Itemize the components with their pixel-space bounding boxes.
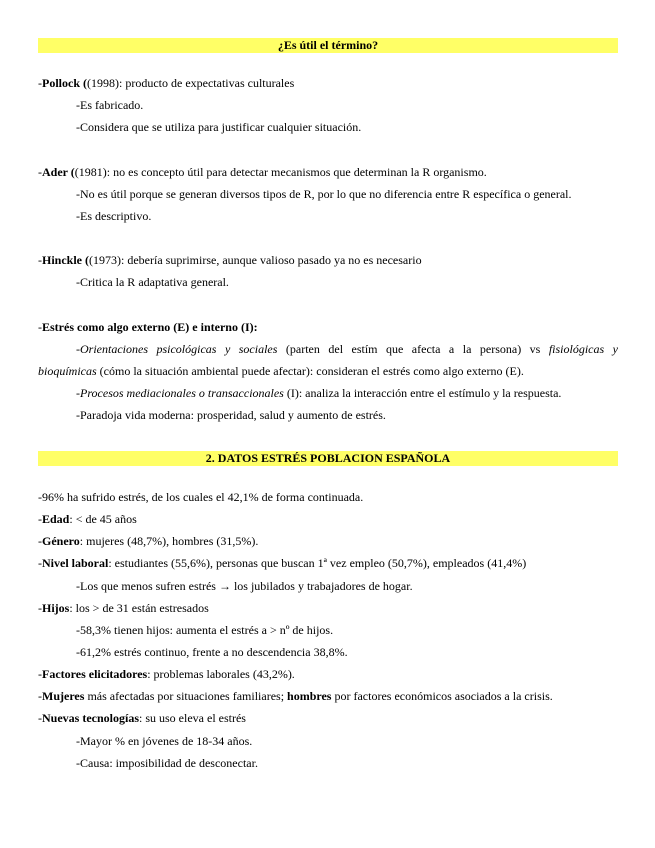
nuevas-sub-1: -Mayor % en jóvenes de 18-34 años.	[76, 734, 253, 748]
pollock-bullet-2: -Considera que se utiliza para justificar cualquier situación.	[76, 120, 362, 134]
estres-bullet-1-cont: bioquímicas (cómo la situación ambiental puede afectar): consideran el estrés como algo externo (E).	[38, 364, 524, 378]
ader-bullet-2: -Es descriptivo.	[76, 209, 152, 223]
nuevas-sub-2: -Causa: imposibilidad de desconectar.	[76, 756, 258, 770]
section-heading-datos: 2. DATOS ESTRÉS POBLACION ESPAÑOLA	[38, 451, 618, 466]
factores-line: -Factores elicitadores: problemas laborales (43,2%).	[38, 667, 295, 681]
hijos-line: -Hijos: los > de 31 están estresados	[38, 601, 209, 615]
estres-bullet-2: -Procesos mediacionales o transaccionales (I): analiza la interacción entre el estímulo y la respuesta.	[76, 386, 562, 400]
edad-line: -Edad: < de 45 años	[38, 512, 137, 526]
pollock-line: -Pollock ((1998): producto de expectativas culturales	[38, 76, 295, 90]
nivel-laboral-line: -Nivel laboral: estudiantes (55,6%), personas que buscan 1ª vez empleo (50,7%), empleados (41,4%)	[38, 556, 527, 570]
section-heading-termino: ¿Es útil el término?	[38, 38, 618, 53]
datos-line-1: -96% ha sufrido estrés, de los cuales el 42,1% de forma continuada.	[38, 490, 364, 504]
author-name: Pollock (	[42, 76, 87, 90]
ader-line: -Ader ((1981): no es concepto útil para detectar mecanismos que determinan la R organismo.	[38, 165, 487, 179]
author-name: Ader (	[42, 165, 75, 179]
estres-bullet-1: -Orientaciones psicológicas y sociales (parten del estím que afecta a la persona) vs fisiológicas y	[76, 342, 618, 356]
hinckle-line: -Hinckle ((1973): debería suprimirse, aunque valioso pasado ya no es necesario	[38, 253, 422, 267]
pollock-bullet-1: -Es fabricado.	[76, 98, 144, 112]
hijos-sub-1: -58,3% tienen hijos: aumenta el estrés a > nº de hijos.	[76, 623, 334, 637]
genero-line: -Género: mujeres (48,7%), hombres (31,5%).	[38, 534, 259, 548]
estres-bullet-3: -Paradoja vida moderna: prosperidad, salud y aumento de estrés.	[76, 408, 386, 422]
mujeres-hombres-line: -Mujeres más afectadas por situaciones familiares; hombres por factores económicos asociados a la crisis.	[38, 689, 553, 703]
estres-heading: -Estrés como algo externo (E) e interno (I):	[38, 320, 258, 334]
author-name: Hinckle (	[42, 253, 90, 267]
hijos-sub-2: -61,2% estrés continuo, frente a no descendencia 38,8%.	[76, 645, 348, 659]
hinckle-bullet-1: -Critica la R adaptativa general.	[76, 275, 229, 289]
nivel-laboral-sub: -Los que menos sufren estrés → los jubilados y trabajadores de hogar.	[76, 579, 413, 593]
ader-bullet-1: -No es útil porque se generan diversos tipos de R, por lo que no diferencia entre R específica o general.	[76, 187, 572, 201]
nuevas-tecnologias-line: -Nuevas tecnologías: su uso eleva el estrés	[38, 711, 246, 725]
